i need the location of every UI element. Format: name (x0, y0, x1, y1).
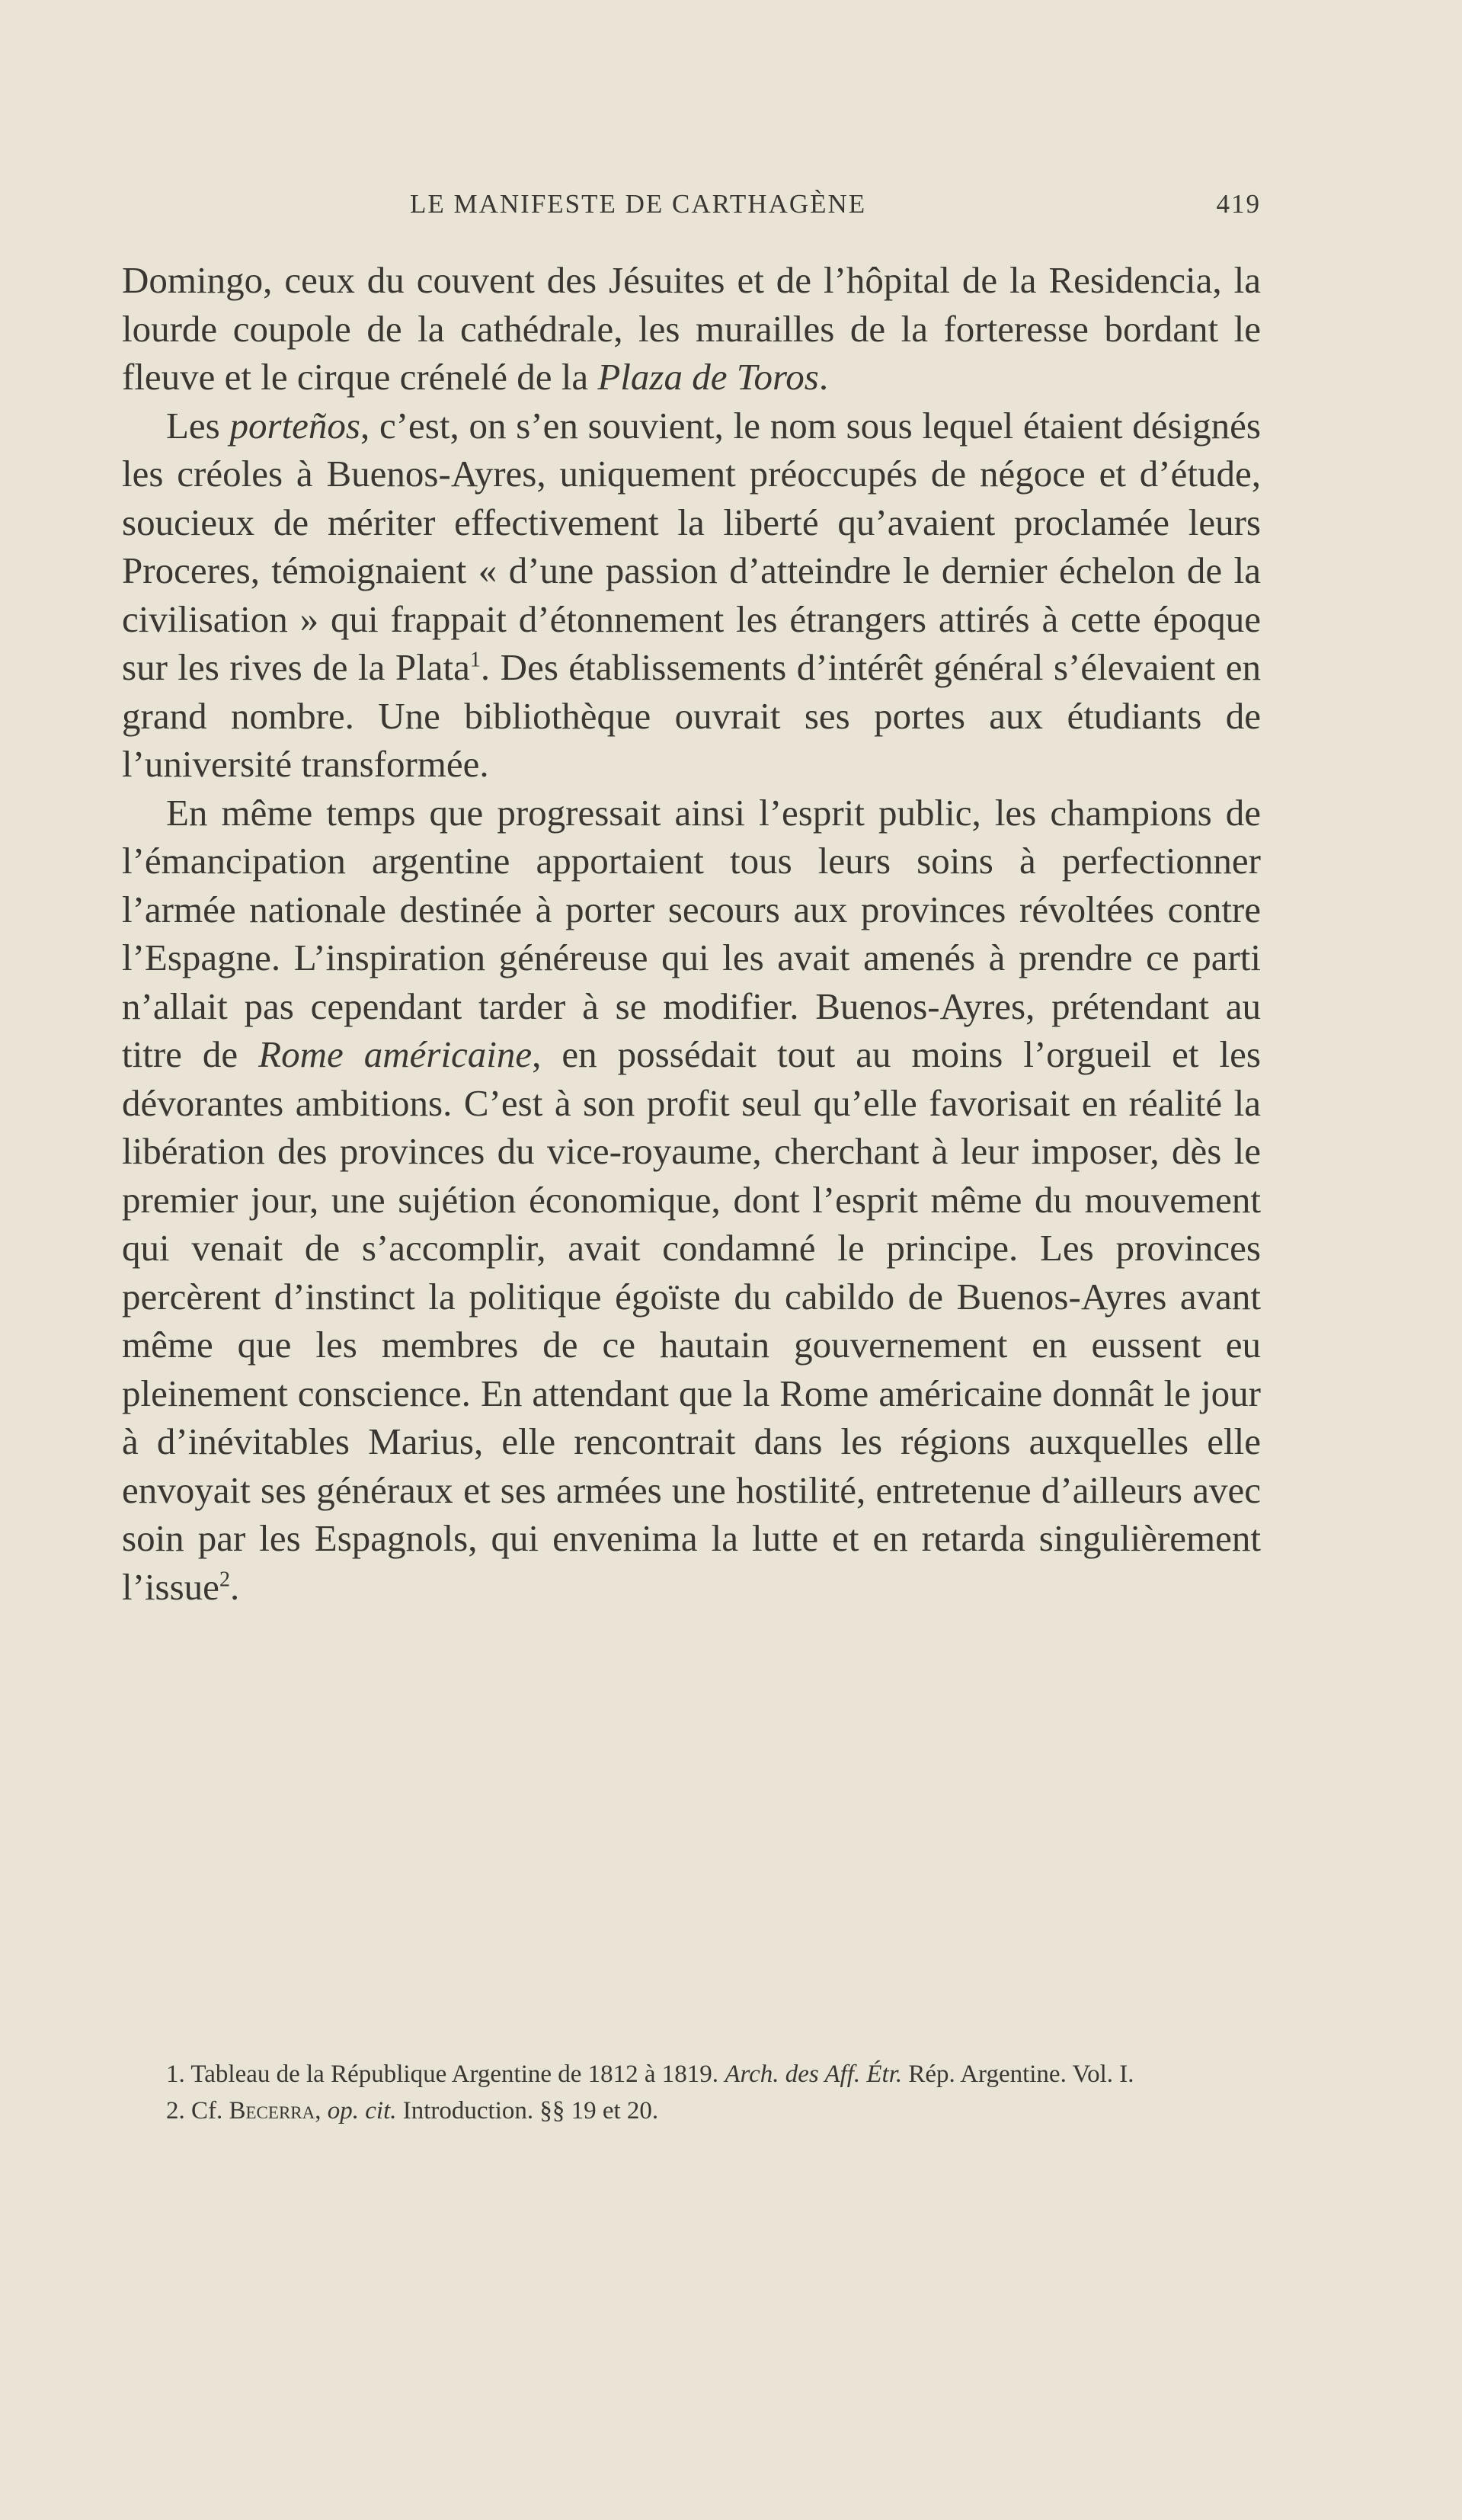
running-head-title: LE MANIFESTE DE CARTHAGÈNE (410, 189, 867, 219)
footnote-2 (122, 2093, 1261, 2129)
footnote-1 (122, 2056, 1261, 2093)
paragraph-1-end: . (818, 356, 829, 398)
paragraph-2-end: . Des établissements d’intérêt général s’élevaient en grand nombre. Une bibliothèque ouvrait ses portes aux étudiants de l’université transformée. (122, 646, 1262, 785)
body-text (122, 256, 1261, 1611)
footnote-1-text: Tableau de la République Argentine de 1812 à 1819. (184, 2061, 725, 2088)
page-number: 419 (1216, 189, 1261, 219)
footnote-ref-1[interactable]: 1 (469, 648, 481, 672)
footnote-2-sep: , (315, 2097, 328, 2125)
paragraph-3-start: En même temps que progressait ainsi l’esprit public, les champions de l’émancipation argentine apportaient tous leurs soins à perfectionner l’armée nationale destinée à porter secours aux provinces révoltées contre l’Espagne. L’inspiration généreuse qui les avait amenés à prendre ce parti n’allait pas cependant tarder à se modifier. Buenos-Ayres, prétendant au titre de (122, 791, 1261, 1075)
paragraph-2-italic-portenos: porteños (229, 404, 360, 447)
paragraph-1 (122, 256, 1261, 402)
footnote-1-number: 1. (166, 2061, 185, 2088)
footnote-2-end: Introduction. §§ 19 et 20. (396, 2097, 659, 2125)
footnote-ref-2[interactable]: 2 (219, 1567, 230, 1592)
paragraph-2-text: , c’est, on s’en souvient, le nom sous lequel étaient désignés les créoles à Buenos-Ayres, uniquement préoccupés de négoce et d’étude, soucieux de mériter effectivement la liberté qu’avaient proclamée leurs Proceres, témoignaient « d’une passion d’atteindre le dernier échelon de la civilisation » qui frappait d’étonnement les étrangers attirés à cette époque sur les rives de la Plata (122, 404, 1262, 688)
paragraph-3-text: , en possédait tout au moins l’orgueil et les dévorantes ambitions. C’est à son profit seul qu’elle favorisait en réalité la libération des provinces du vice-royaume, cherchant à leur imposer, dès le premier jour, une sujétion économique, dont l’esprit même du mouvement qui venait de s’accomplir, avait condamné le principe. Les provinces percèrent d’instinct la politique égoïste du cabildo de Buenos-Ayres avant même que les membres de ce hautain gouvernement en eussent eu pleinement conscience. En attendant que la Rome américaine donnât le jour à d’inévitables Marius, elle rencontrait dans les régions auxquelles elle envoyait ses généraux et ses armées une hostilité, entretenue d’ailleurs avec soin par les Espagnols, qui envenima la lutte et en retarda singulièrement l’issue (122, 1033, 1261, 1608)
footnote-2-italic: op. cit. (327, 2097, 397, 2125)
footnote-2-author: Becerra (229, 2097, 315, 2125)
paragraph-1-italic-plaza: Plaza de Toros (597, 356, 819, 398)
paragraph-2 (122, 402, 1261, 789)
paragraph-1-text: Domingo, ceux du couvent des Jésuites et de l’hôpital de la Residencia, la lourde coupole de la cathédrale, les murailles de la forteresse bordant le fleuve et le cirque crénelé de la (122, 259, 1261, 398)
footnote-2-text: Cf. (184, 2097, 229, 2125)
paragraph-2-start: Les (166, 404, 230, 447)
running-head (122, 189, 1261, 227)
footnote-2-number: 2. (166, 2097, 185, 2125)
paragraph-3 (122, 789, 1261, 1612)
paragraph-3-italic-rome: Rome américaine (258, 1033, 533, 1075)
footnote-1-end: Rép. Argentine. Vol. I. (902, 2061, 1134, 2088)
paragraph-3-end: . (229, 1565, 240, 1608)
footnotes (122, 2056, 1261, 2129)
footnote-1-italic: Arch. des Aff. Étr. (725, 2061, 903, 2088)
